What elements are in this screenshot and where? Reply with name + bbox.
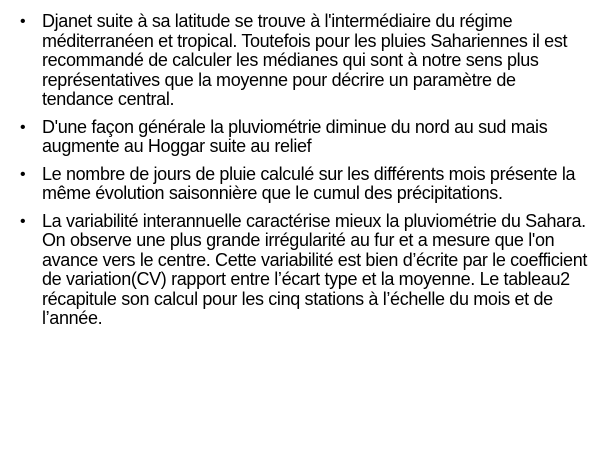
bullet-icon: • bbox=[20, 165, 26, 183]
bullet-icon: • bbox=[20, 118, 26, 136]
bullet-item-variabilite bbox=[18, 212, 588, 329]
bullet-text: Le nombre de jours de pluie calculé sur les différents mois présente la même évolution saisonnière que le cumul des précipitations. bbox=[42, 163, 576, 203]
bullet-text: La variabilité interannuelle caractérise mieux la pluviométrie du Sahara. On observe une plus grande irrégularité au fur et a mesure que l'on avance vers le centre. Cette variabilité est bien d’écrite par le coefficient de variation(CV) rapport entre l’écart type et la moyenne. Le tableau2 récapitule son calcul pour les cinq stations à l’échelle du mois et de l’année. bbox=[42, 210, 588, 328]
bullet-text: D'une façon générale la pluviométrie diminue du nord au sud mais augmente au Hoggar suite au relief bbox=[42, 116, 548, 156]
bullet-icon: • bbox=[20, 212, 26, 230]
bullet-text: Djanet suite à sa latitude se trouve à l'intermédiaire du régime méditerranéen et tropical. Toutefois pour les pluies Sahariennes il est recommandé de calculer les médianes qui sont à notre sens plus représentatives que la moyenne pour décrire un paramètre de tendance central. bbox=[42, 11, 568, 109]
bullet-item-pluviometrie bbox=[18, 118, 588, 157]
bullet-item-jours-de-pluie bbox=[18, 165, 588, 204]
bullet-list bbox=[18, 12, 588, 337]
bullet-item-latitude bbox=[18, 12, 588, 110]
bullet-icon: • bbox=[20, 13, 26, 30]
